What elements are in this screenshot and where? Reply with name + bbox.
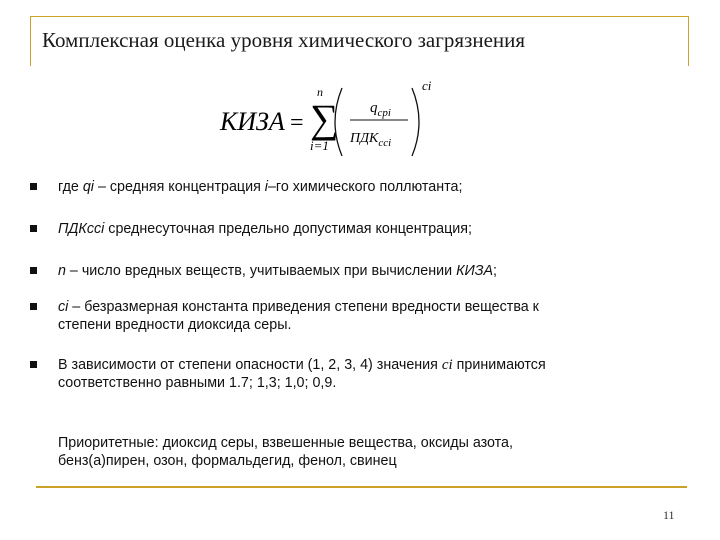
term-pdkcci: ПДКcci	[58, 221, 105, 237]
bullet-square-icon	[30, 303, 37, 310]
frame-bottom-line	[36, 486, 687, 488]
term-ci: ci	[58, 299, 69, 315]
sum-symbol: ∑	[310, 96, 339, 141]
bullet-text: среднесуточная предельно допустимая концентрация;	[104, 221, 472, 237]
formula-denominator: $ПДК_{ссi}$	[350, 131, 392, 149]
bullet-text-line1: – безразмерная константа приведения степени вредности вещества к	[68, 299, 539, 315]
priority-substances	[58, 434, 658, 470]
bullet-text: – средняя концентрация	[93, 179, 265, 195]
priority-line2: бенз(а)пирен, озон, формальдегид, фенол, свинец	[58, 453, 397, 469]
term-ci-serif: ci	[441, 357, 453, 373]
bullet-text-tail: ;	[493, 263, 498, 279]
term-i: i	[264, 179, 268, 195]
bullet-text-tail: –го химического поллютанта;	[267, 179, 463, 195]
formula-exponent: ci	[422, 78, 432, 93]
bullet-square-icon	[30, 361, 37, 368]
formula-equals: =	[290, 110, 304, 136]
bullet-square-icon	[30, 267, 37, 274]
frame-right-line	[688, 16, 689, 66]
frame-top-line	[30, 16, 688, 17]
frame-left-line	[30, 16, 31, 66]
bullet-text-line2: соответственно равными 1.7; 1,3; 1,0; 0,9.	[58, 375, 337, 391]
term-n: n	[58, 263, 66, 279]
bullet-text-line2: степени вредности диоксида серы.	[58, 317, 292, 333]
formula-numerator: $q_{срi}$	[370, 100, 391, 119]
bullet-text-pre: В зависимости от степени опасности (1, 2, 3, 4) значения	[58, 357, 442, 373]
page-number: 11	[663, 508, 675, 522]
term-kiza: КИЗА	[456, 263, 494, 279]
sum-lower-limit: i=1	[310, 138, 329, 153]
bullet-square-icon	[30, 225, 37, 232]
term-qi: qi	[82, 179, 94, 195]
slide-title: Комплексная оценка уровня химического загрязнения	[42, 28, 526, 52]
kiza-formula	[210, 74, 460, 160]
bullet-square-icon	[30, 183, 37, 190]
right-paren	[412, 88, 419, 156]
sum-upper-limit: n	[317, 85, 323, 99]
bullet-text: – число вредных веществ, учитываемых при вычислении	[65, 263, 457, 279]
priority-line1: Приоритетные: диоксид серы, взвешенные вещества, оксиды азота,	[58, 435, 513, 451]
formula-lhs: КИЗА	[220, 107, 285, 136]
bullet-text-post: принимаются	[452, 357, 546, 373]
